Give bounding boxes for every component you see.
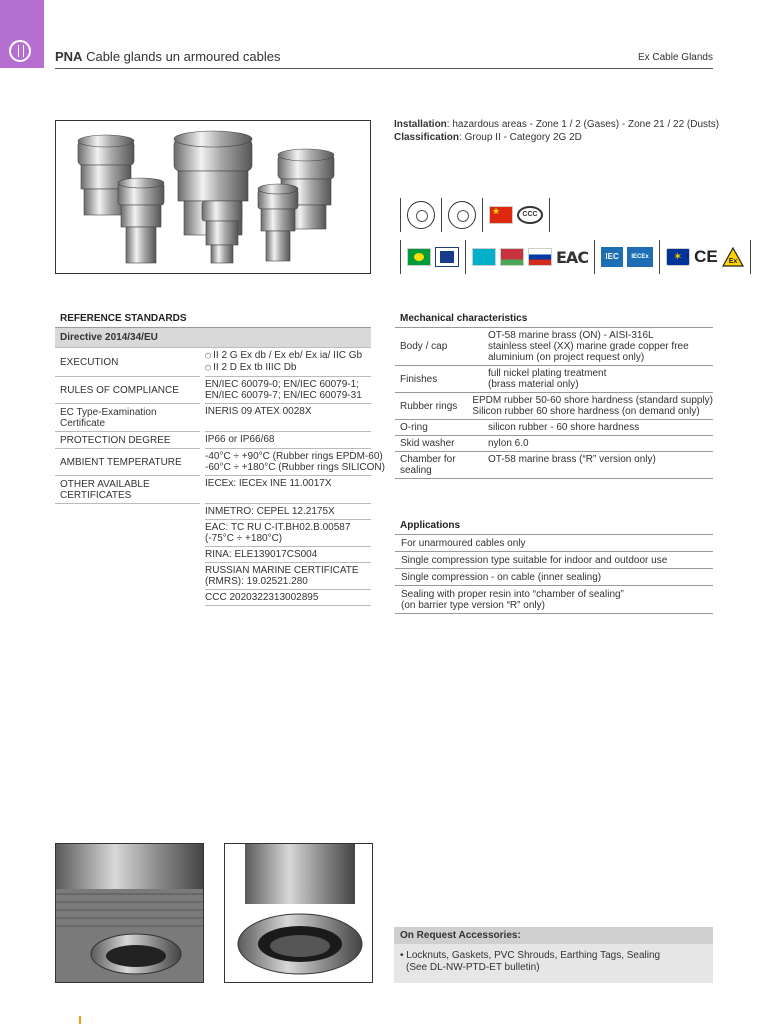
certificate-line: (-75°C ÷ +180°C) xyxy=(205,533,283,544)
table-row xyxy=(395,420,713,436)
row-label: Finishes xyxy=(400,373,438,385)
svg-text:Ex: Ex xyxy=(728,258,737,265)
value-line: (brass material only) xyxy=(488,379,579,390)
divider xyxy=(441,198,442,232)
table-row xyxy=(55,520,371,547)
table-row xyxy=(55,563,371,590)
list-item xyxy=(395,586,713,614)
ce-mark-icon: CE xyxy=(694,247,718,266)
value-line: nylon 6.0 xyxy=(488,438,529,449)
page-title xyxy=(55,49,280,64)
product-title: Cable glands un armoured cables xyxy=(86,49,281,64)
row-label: EXECUTION xyxy=(55,348,200,377)
divider xyxy=(482,198,483,232)
compliance-line: EN/IEC 60079-7; EN/IEC 60079-31 xyxy=(205,390,362,401)
classification-label: Classification xyxy=(394,132,460,143)
ccc-mark-icon: CCC xyxy=(517,206,543,224)
compliance-line: EN/IEC 60079-0; EN/IEC 60079-1; xyxy=(205,379,359,390)
row-value xyxy=(205,504,371,520)
row-label xyxy=(55,520,200,547)
installation-info xyxy=(394,118,724,144)
row-value xyxy=(488,328,713,365)
accessories-box xyxy=(394,927,713,983)
divider xyxy=(400,240,401,274)
accessories-title: On Request Accessories: xyxy=(394,927,713,944)
row-value xyxy=(205,449,385,476)
classification-line xyxy=(394,131,724,144)
divider xyxy=(549,198,550,232)
certificate-line: (RMRS): 19.02521.280 xyxy=(205,576,308,587)
value-line: OT-58 marine brass (“R” version only) xyxy=(488,454,656,465)
russia-flag-icon xyxy=(528,248,552,266)
execution-line: II 2 D Ex tb IIIC Db xyxy=(213,362,297,373)
china-flag-icon xyxy=(489,206,513,224)
table-row xyxy=(395,328,713,366)
applications-title: Applications xyxy=(400,520,461,531)
row-value xyxy=(205,590,371,606)
row-value xyxy=(205,547,371,563)
table-row xyxy=(395,366,713,393)
row-label xyxy=(55,504,200,520)
application-text: For unarmoured cables only xyxy=(401,538,526,549)
certificate-line: CCC 2020322313002895 xyxy=(205,592,319,603)
row-label: O-ring xyxy=(400,422,428,433)
reference-standards-title: REFERENCE STANDARDS xyxy=(60,313,187,324)
table-row xyxy=(55,348,371,377)
accessories-line: (See DL-NW-PTD-ET bulletin) xyxy=(406,962,540,973)
row-label: Skid washer xyxy=(400,438,455,449)
row-label xyxy=(55,590,200,606)
row-label: Body / cap xyxy=(400,341,448,352)
eu-flag-icon xyxy=(666,248,690,266)
ex-hexagon-icon: ⬡ xyxy=(205,353,212,360)
section-label: Ex Cable Glands xyxy=(637,52,713,63)
table-row xyxy=(55,590,371,606)
table-row xyxy=(55,504,371,520)
page-header xyxy=(55,48,713,69)
row-label: AMBIENT TEMPERATURE xyxy=(55,449,200,476)
product-photo xyxy=(55,120,371,274)
inmetro-icon xyxy=(435,247,459,267)
protection-degree-value: IP66 or IP66/68 xyxy=(205,434,275,445)
divider xyxy=(594,240,595,274)
table-row xyxy=(55,476,371,504)
row-value xyxy=(205,520,371,547)
row-value xyxy=(488,436,713,451)
temperature-line: -60°C ÷ +180°C (Rubber rings SILICON) xyxy=(205,462,385,473)
eac-mark-icon: EAC xyxy=(556,247,589,267)
value-line: EPDM rubber 50-60 shore hardness (standard supply) xyxy=(472,395,713,406)
table-row xyxy=(55,377,371,404)
certificate-line: EAC: TC RU C-IT.BH02.B.00587 xyxy=(205,522,351,533)
row-value xyxy=(205,476,371,504)
divider xyxy=(465,240,466,274)
row-value xyxy=(488,452,713,478)
table-row xyxy=(395,393,713,420)
ex-mark-icon xyxy=(722,247,744,267)
value-line: full nickel plating treatment xyxy=(488,368,607,379)
page-marker xyxy=(79,1016,81,1024)
row-label: RULES OF COMPLIANCE xyxy=(55,377,200,404)
mechanical-characteristics-table xyxy=(395,311,713,479)
gland-seal-closeup-image xyxy=(225,844,372,982)
certification-logos-row-2 xyxy=(396,240,755,274)
divider xyxy=(750,240,751,274)
iec-icon: IEC xyxy=(601,247,623,267)
value-line: aluminium (on project request only) xyxy=(488,352,645,363)
classification-text: : Group II - Category 2G 2D xyxy=(459,132,582,143)
row-label xyxy=(55,547,200,563)
detail-photo-1 xyxy=(55,843,204,983)
row-label xyxy=(55,563,200,590)
table-row xyxy=(55,432,371,449)
temperature-line: -40°C ÷ +90°C (Rubber rings EPDM-60) xyxy=(205,451,383,462)
execution-line: II 2 G Ex db / Ex eb/ Ex ia/ IIC Gb xyxy=(213,350,363,361)
application-text: Sealing with proper resin into “chamber of sealing” xyxy=(401,589,624,600)
application-text: Single compression type suitable for indoor and outdoor use xyxy=(401,555,668,566)
section-tab-marker xyxy=(0,0,44,68)
accessories-text xyxy=(394,944,713,974)
reference-standards-table xyxy=(55,311,385,606)
value-line: silicon rubber - 60 shore hardness xyxy=(488,422,640,433)
cert-seal-icon xyxy=(407,201,435,229)
list-item xyxy=(395,569,713,586)
row-value xyxy=(488,366,713,392)
certificate-line: RINA: ELE139017CS004 xyxy=(205,549,318,560)
row-value xyxy=(205,563,371,590)
directive-header: Directive 2014/34/EU xyxy=(55,327,371,348)
table-row xyxy=(55,404,371,432)
ex-hexagon-icon: ⬡ xyxy=(205,365,212,372)
certificate-line: INMETRO: CEPEL 12.2175X xyxy=(205,506,335,517)
value-line: Silicon rubber 60 shore hardness (on demand only) xyxy=(472,406,700,417)
cable-glands-image xyxy=(56,121,370,273)
installation-line xyxy=(394,118,724,131)
row-label: OTHER AVAILABLE CERTIFICATES xyxy=(55,476,200,504)
list-item xyxy=(395,535,713,552)
kazakhstan-flag-icon xyxy=(472,248,496,266)
divider xyxy=(400,198,401,232)
table-row xyxy=(55,449,385,476)
certificate-line: RUSSIAN MARINE CERTIFICATE xyxy=(205,565,359,576)
row-value xyxy=(205,377,371,404)
row-value xyxy=(472,393,713,419)
row-value xyxy=(205,348,371,377)
accessories-line: • Locknuts, Gaskets, PVC Shrouds, Earthing Tags, Sealing xyxy=(400,950,661,961)
table-row xyxy=(55,547,371,563)
row-label: Chamber for sealing xyxy=(400,454,456,476)
detail-photo-2 xyxy=(224,843,373,983)
row-label: EC Type-Examination Certificate xyxy=(55,404,200,432)
certification-logos-row-1 xyxy=(396,198,554,232)
table-row xyxy=(395,452,713,479)
row-label: Rubber rings xyxy=(400,400,458,412)
table-row xyxy=(395,436,713,452)
iecex-icon: IECEx xyxy=(627,247,653,267)
cable-gland-icon xyxy=(9,40,31,62)
row-label: PROTECTION DEGREE xyxy=(55,432,200,449)
gland-closeup-image xyxy=(56,844,203,982)
divider xyxy=(659,240,660,274)
row-value xyxy=(205,404,371,432)
installation-text: : hazardous areas - Zone 1 / 2 (Gases) - Zone 21 / 22 (Dusts) xyxy=(446,119,720,130)
cert-seal-icon xyxy=(448,201,476,229)
list-item xyxy=(395,552,713,569)
product-code: PNA xyxy=(55,49,83,64)
belarus-flag-icon xyxy=(500,248,524,266)
value-line: stainless steel (XX) marine grade copper free xyxy=(488,341,689,352)
certificate-line: IECEx: IECEx INE 11.0017X xyxy=(205,478,332,489)
applications-table xyxy=(395,518,713,614)
row-value xyxy=(205,432,371,449)
application-text: (on barrier type version “R” only) xyxy=(401,600,545,611)
mechanical-title: Mechanical characteristics xyxy=(400,313,528,324)
brazil-flag-icon xyxy=(407,248,431,266)
installation-label: Installation xyxy=(394,119,447,130)
value-line: OT-58 marine brass (ON) - AISI-316L xyxy=(488,330,654,341)
ec-certificate-value: INERIS 09 ATEX 0028X xyxy=(205,406,312,417)
application-text: Single compression - on cable (inner sealing) xyxy=(401,572,602,583)
row-value xyxy=(488,420,713,435)
